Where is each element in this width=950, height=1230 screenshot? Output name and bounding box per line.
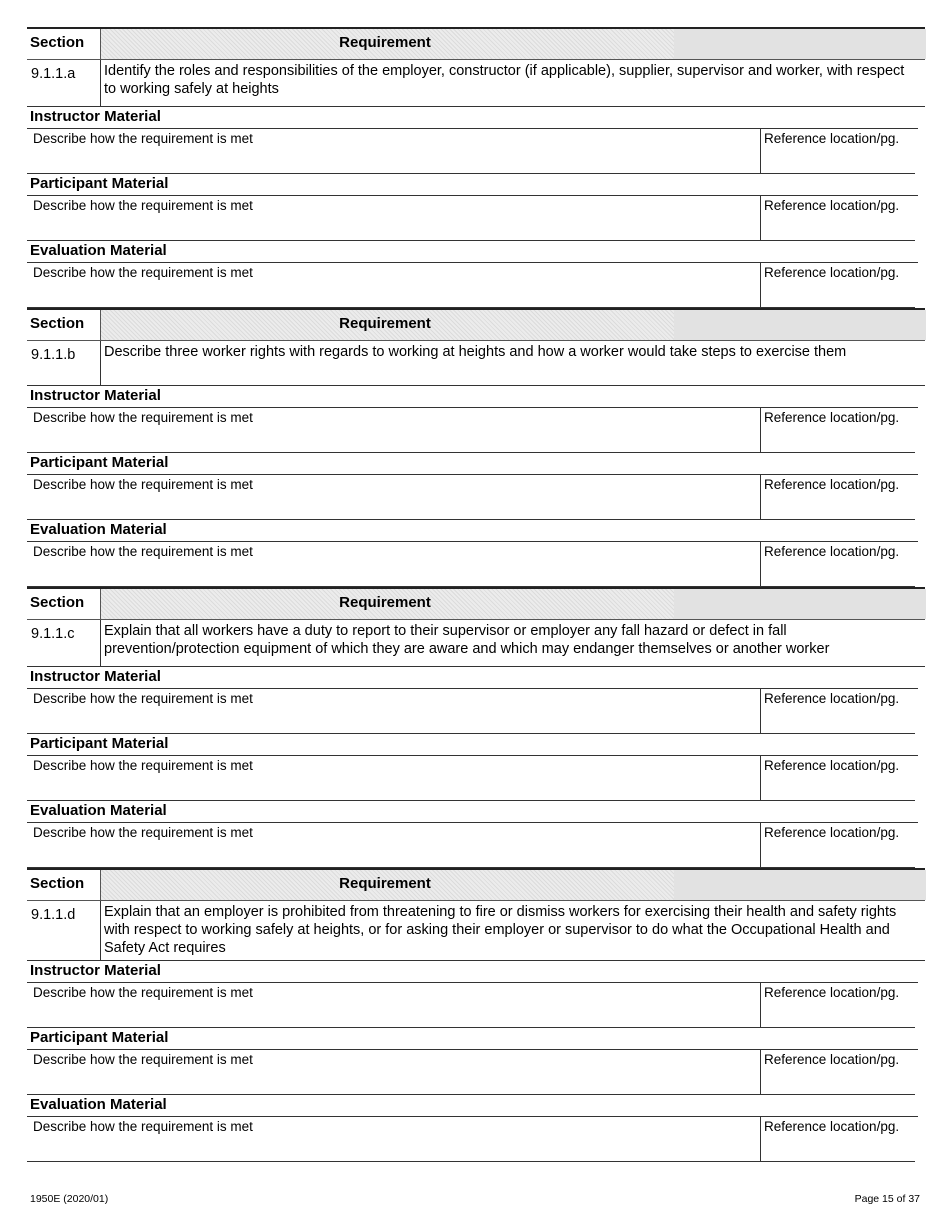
describe-field[interactable]: Describe how the requirement is met <box>33 691 253 706</box>
evaluation-material-title: Evaluation Material <box>27 241 918 263</box>
evaluation-material-title: Evaluation Material <box>27 1095 918 1117</box>
participant-material-title: Participant Material <box>27 734 918 756</box>
requirement-block <box>27 27 925 308</box>
section-column-label: Section <box>30 315 85 332</box>
participant-material-title: Participant Material <box>27 453 918 475</box>
describe-field[interactable]: Describe how the requirement is met <box>33 410 253 425</box>
participant-material-title: Participant Material <box>27 174 918 196</box>
requirement-text: Explain that all workers have a duty to report to their supervisor or employer any fall hazard or defect in fall prevention/protection equipment of which they are aware and which may endanger themselves or another worker <box>100 620 925 666</box>
describe-field[interactable]: Describe how the requirement is met <box>33 825 253 840</box>
evaluation-material-row <box>27 263 915 308</box>
describe-field[interactable]: Describe how the requirement is met <box>33 544 253 559</box>
reference-field[interactable]: Reference location/pg. <box>760 542 915 586</box>
reference-field[interactable]: Reference location/pg. <box>760 983 915 1027</box>
reference-field[interactable]: Reference location/pg. <box>760 408 915 452</box>
reference-field[interactable]: Reference location/pg. <box>760 1050 915 1094</box>
evaluation-material-row <box>27 823 915 868</box>
reference-field[interactable]: Reference location/pg. <box>760 196 915 240</box>
evaluation-material-title: Evaluation Material <box>27 801 918 823</box>
instructor-material-row <box>27 689 915 734</box>
reference-field[interactable]: Reference location/pg. <box>760 129 915 173</box>
reference-field[interactable]: Reference location/pg. <box>760 689 915 733</box>
reference-field[interactable]: Reference location/pg. <box>760 756 915 800</box>
participant-material-row <box>27 475 915 520</box>
describe-field[interactable]: Describe how the requirement is met <box>33 477 253 492</box>
requirement-row <box>27 341 925 386</box>
evaluation-material-row <box>27 542 915 587</box>
section-header <box>27 868 925 901</box>
instructor-material-title: Instructor Material <box>27 961 918 983</box>
requirement-text: Explain that an employer is prohibited from threatening to fire or dismiss workers for exercising their health and safety rights with respect to working safely at heights, or for asking their employer or supervisor to do what the Occupational Health and Safety Act requires <box>100 901 925 960</box>
section-id: 9.1.1.a <box>31 66 76 82</box>
describe-field[interactable]: Describe how the requirement is met <box>33 131 253 146</box>
reference-field[interactable]: Reference location/pg. <box>760 475 915 519</box>
describe-field[interactable]: Describe how the requirement is met <box>33 1052 253 1067</box>
instructor-material-row <box>27 983 915 1028</box>
requirement-row <box>27 901 925 961</box>
requirement-block <box>27 308 925 587</box>
evaluation-material-title: Evaluation Material <box>27 520 918 542</box>
participant-material-title: Participant Material <box>27 1028 918 1050</box>
page-number: Page 15 of 37 <box>854 1193 920 1205</box>
instructor-material-row <box>27 129 915 174</box>
participant-material-row <box>27 756 915 801</box>
requirement-text: Describe three worker rights with regards to working at heights and how a worker would take steps to exercise them <box>100 341 925 385</box>
describe-field[interactable]: Describe how the requirement is met <box>33 1119 253 1134</box>
instructor-material-title: Instructor Material <box>27 386 918 408</box>
reference-field[interactable]: Reference location/pg. <box>760 823 915 867</box>
form-number: 1950E (2020/01) <box>30 1193 109 1205</box>
requirement-column-label: Requirement <box>339 875 431 892</box>
describe-field[interactable]: Describe how the requirement is met <box>33 265 253 280</box>
requirement-row <box>27 620 925 667</box>
requirement-row <box>27 60 925 107</box>
reference-field[interactable]: Reference location/pg. <box>760 263 915 307</box>
requirement-column-label: Requirement <box>339 34 431 51</box>
section-header <box>27 587 925 620</box>
requirement-column-label: Requirement <box>339 315 431 332</box>
describe-field[interactable]: Describe how the requirement is met <box>33 758 253 773</box>
instructor-material-title: Instructor Material <box>27 667 918 689</box>
instructor-material-row <box>27 408 915 453</box>
section-id: 9.1.1.b <box>31 347 76 363</box>
section-id: 9.1.1.c <box>31 626 75 642</box>
section-header <box>27 308 925 341</box>
section-column-label: Section <box>30 875 85 892</box>
instructor-material-title: Instructor Material <box>27 107 918 129</box>
participant-material-row <box>27 1050 915 1095</box>
section-column-label: Section <box>30 594 85 611</box>
evaluation-material-row <box>27 1117 915 1162</box>
reference-field[interactable]: Reference location/pg. <box>760 1117 915 1161</box>
requirement-column-label: Requirement <box>339 594 431 611</box>
requirement-block <box>27 868 925 1162</box>
participant-material-row <box>27 196 915 241</box>
describe-field[interactable]: Describe how the requirement is met <box>33 985 253 1000</box>
section-header <box>27 27 925 60</box>
requirement-block <box>27 587 925 868</box>
describe-field[interactable]: Describe how the requirement is met <box>33 198 253 213</box>
section-id: 9.1.1.d <box>31 907 76 923</box>
section-column-label: Section <box>30 34 85 51</box>
form-page <box>27 27 925 1162</box>
requirement-text: Identify the roles and responsibilities of the employer, constructor (if applicable), supplier, supervisor and worker, with respect to working safely at heights <box>100 60 925 106</box>
